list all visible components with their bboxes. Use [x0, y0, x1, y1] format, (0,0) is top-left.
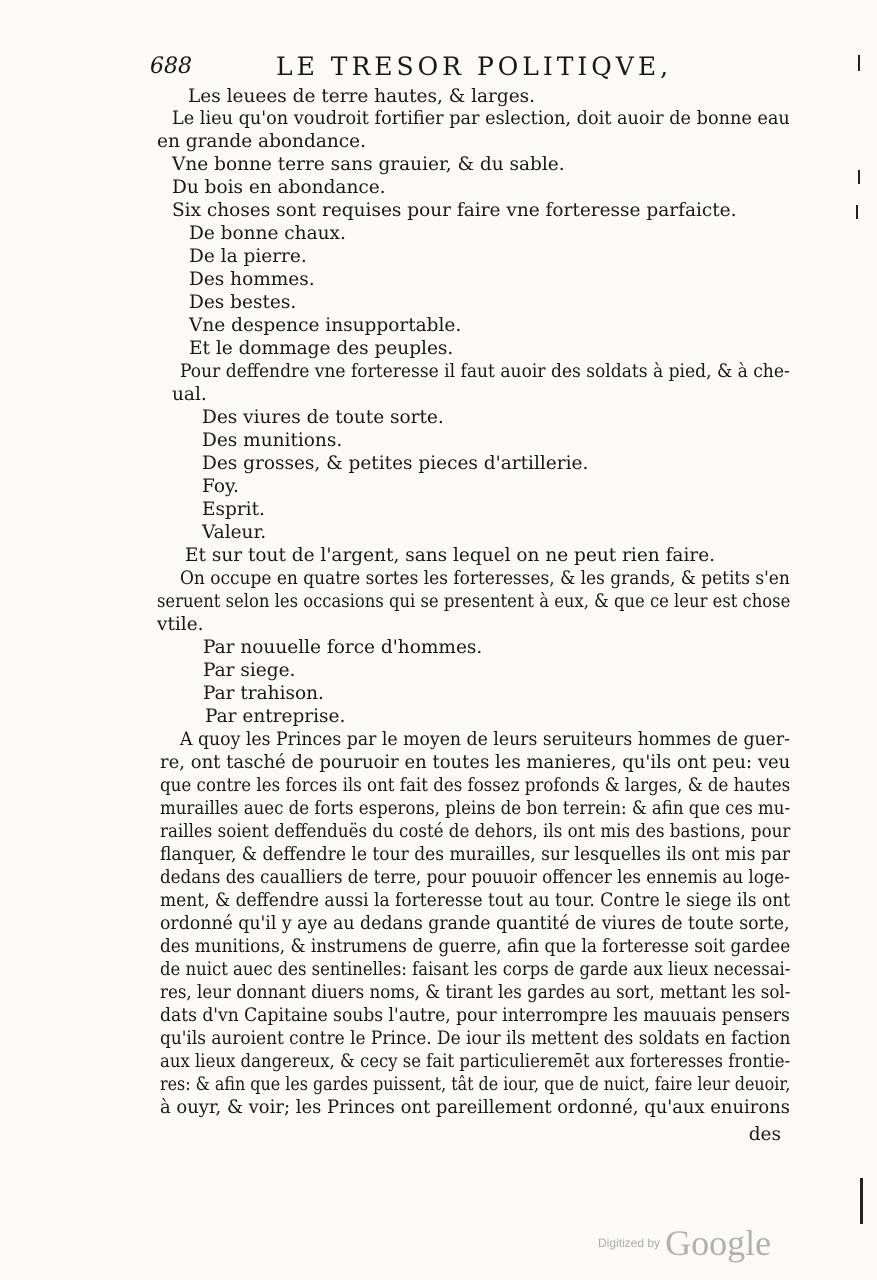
text-line: De la pierre. — [189, 246, 307, 267]
page-number: 688 — [150, 54, 192, 79]
text-line: que contre les forces ils ont fait des fossez profonds & larges, & de hautes — [160, 775, 791, 796]
text-line: Valeur. — [202, 522, 267, 543]
text-line: dats d'vn Capitaine soubs l'autre, pour interrompre les mauuais pensers — [160, 1005, 790, 1026]
scan-edge-mark — [858, 170, 860, 184]
text-line: Par nouuelle force d'hommes. — [203, 637, 483, 658]
text-line: res, leur donnant diuers noms, & tirant les gardes au sort, mettant les sol- — [160, 982, 791, 1003]
text-line: Par entreprise. — [205, 706, 346, 727]
text-line: Par siege. — [203, 660, 296, 681]
text-line: des munitions, & instrumens de guerre, afin que la forteresse soit gardee — [160, 936, 791, 957]
text-line: Et le dommage des peuples. — [189, 338, 454, 359]
digitized-label: Digitized by — [598, 1236, 661, 1250]
text-line: On occupe en quatre sortes les forteresses, & les grands, & petits s'en — [180, 568, 790, 589]
text-line: qu'ils auroient contre le Prince. De iour ils mettent des soldats en faction — [160, 1028, 791, 1049]
text-line: Du bois en abondance. — [172, 177, 386, 198]
text-line: Esprit. — [202, 499, 265, 520]
text-line: Vne bonne terre sans grauier, & du sable. — [172, 154, 565, 175]
text-line: en grande abondance. — [157, 131, 366, 152]
catchword: des — [748, 1124, 781, 1145]
google-logo: Google — [665, 1223, 772, 1263]
running-title: LE TRESOR POLITIQVE, — [276, 52, 673, 81]
text-line: railles soient deffenduës du costé de dehors, ils ont mis des bastions, pour — [160, 821, 791, 842]
text-line: De bonne chaux. — [189, 223, 346, 244]
text-line: A quoy les Princes par le moyen de leurs seruiteurs hommes de guer- — [180, 729, 790, 750]
text-line: Les leuees de terre hautes, & larges. — [188, 86, 536, 107]
scan-edge-mark — [860, 1178, 863, 1224]
text-line: Et sur tout de l'argent, sans lequel on ne peut rien faire. — [185, 545, 716, 566]
text-line: à ouyr, & voir; les Princes ont pareillement ordonné, qu'aux enuirons — [160, 1097, 790, 1118]
text-line: Des viures de toute sorte. — [202, 407, 444, 428]
text-line: Des hommes. — [189, 269, 315, 290]
digitized-watermark — [598, 1222, 771, 1264]
text-line: Pour deffendre vne forteresse il faut auoir des soldats à pied, & à che- — [180, 361, 790, 382]
text-line: res: & afin que les gardes puissent, tât de iour, que de nuict, faire leur deuoir, — [160, 1074, 791, 1095]
text-line: Par trahison. — [203, 683, 324, 704]
text-line: de nuict auec des sentinelles: faisant les corps de garde aux lieux necessai- — [160, 959, 791, 980]
text-line: Vne despence insupportable. — [189, 315, 462, 336]
text-line: seruent selon les occasions qui se presentent à eux, & que ce leur est chose — [157, 591, 791, 612]
page-header — [150, 52, 770, 82]
text-line: Des munitions. — [202, 430, 343, 451]
text-line: Six choses sont requises pour faire vne forteresse parfaicte. — [172, 200, 737, 221]
text-line: Foy. — [202, 476, 239, 497]
text-line: ual. — [172, 384, 207, 405]
text-line: flanquer, & deffendre le tour des murailles, sur lesquelles ils ont mis par — [160, 844, 791, 865]
text-line: aux lieux dangereux, & cecy se fait particulieremēt aux forteresses frontie- — [160, 1051, 791, 1072]
text-line: Des bestes. — [189, 292, 297, 313]
text-line: ordonné qu'il y aye au dedans grande quantité de viures de toute sorte, — [160, 913, 790, 934]
text-line: re, ont tasché de pouruoir en toutes les manieres, qu'ils ont peu: veu — [160, 752, 791, 773]
text-line: dedans des caualliers de terre, pour pouuoir offencer les ennemis au loge- — [160, 867, 790, 888]
text-line: ment, & deffendre aussi la forteresse tout au tour. Contre le siege ils ont — [160, 890, 791, 911]
text-line: vtile. — [157, 614, 204, 635]
text-line: murailles auec de forts esperons, pleins de bon terrein: & afin que ces mu- — [160, 798, 791, 819]
scan-edge-mark — [856, 205, 858, 219]
text-line: Le lieu qu'on voudroit fortifier par eslection, doit auoir de bonne eau — [172, 108, 790, 129]
scan-edge-mark — [858, 55, 860, 71]
text-line: Des grosses, & petites pieces d'artillerie. — [202, 453, 589, 474]
